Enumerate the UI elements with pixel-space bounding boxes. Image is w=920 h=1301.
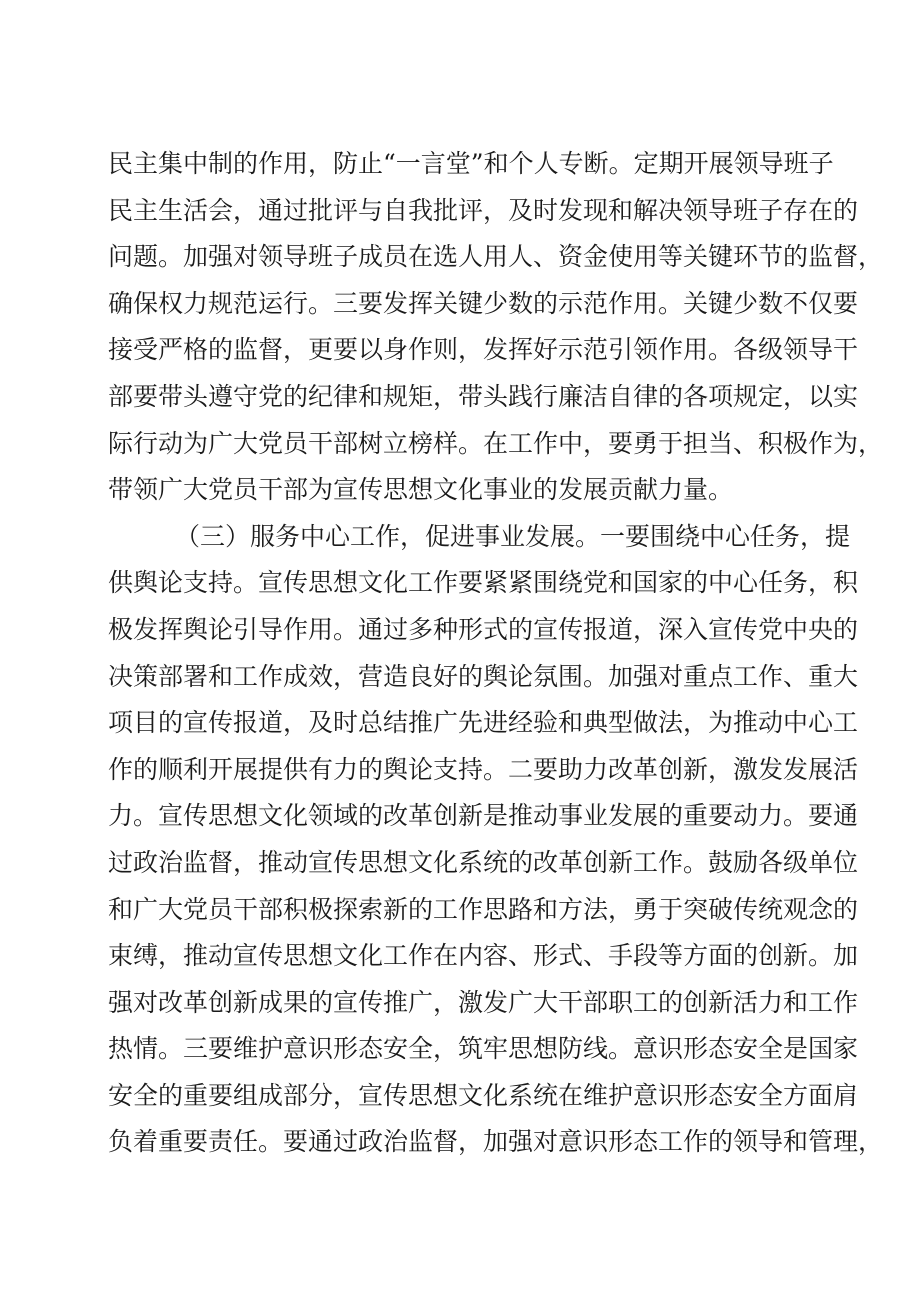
text-line: 部要带头遵守党的纪律和规矩，带头践行廉洁自律的各项规定，以实 [108,381,859,411]
text-line: 项目的宣传报道，及时总结推广先进经验和典型做法，为推动中心工 [108,708,859,738]
text-line: 负着重要责任。要通过政治监督，加强对意识形态工作的领导和管理， [108,1127,884,1157]
text-line: 极发挥舆论引导作用。通过多种形式的宣传报道，深入宣传党中央的 [108,614,859,644]
text-line: 接受严格的监督，更要以身作则，发挥好示范引领作用。各级领导干 [108,335,859,365]
text-line: 作的顺利开展提供有力的舆论支持。二要助力改革创新，激发发展活 [108,754,859,784]
text-line: 热情。三要维护意识形态安全，筑牢思想防线。意识形态安全是国家 [108,1034,859,1064]
text-line: 民主集中制的作用，防止“一言堂”和个人专断。定期开展领导班子 [108,149,834,178]
text-line: 确保权力规范运行。三要发挥关键少数的示范作用。关键少数不仅要 [108,288,859,318]
body-text [108,141,884,1166]
text-line: 过政治监督，推动宣传思想文化系统的改革创新工作。鼓励各级单位 [108,847,859,877]
text-line: 强对改革创新成果的宣传推广，激发广大干部职工的创新活力和工作 [108,987,859,1017]
text-line: 和广大党员干部积极探索新的工作思路和方法，勇于突破传统观念的 [108,894,859,924]
text-line: 决策部署和工作成效，营造良好的舆论氛围。加强对重点工作、重大 [108,661,859,691]
text-line: 安全的重要组成部分，宣传思想文化系统在维护意识形态安全方面肩 [108,1080,859,1110]
section-heading-line: （三）服务中心工作，促进事业发展。一要围绕中心任务，提 [175,521,851,551]
text-line: 供舆论支持。宣传思想文化工作要紧紧围绕党和国家的中心任务，积 [108,568,859,598]
text-line: 力。宣传思想文化领域的改革创新是推动事业发展的重要动力。要通 [108,801,859,831]
text-line: 问题。加强对领导班子成员在选人用人、资金使用等关键环节的监督， [108,242,884,272]
text-line: 束缚，推动宣传思想文化工作在内容、形式、手段等方面的创新。加 [108,941,859,971]
text-line: 民主生活会，通过批评与自我批评，及时发现和解决领导班子存在的 [108,195,859,225]
paragraph-last-line: 带领广大党员干部为宣传思想文化事业的发展贡献力量。 [108,475,734,505]
text-line: 际行动为广大党员干部树立榜样。在工作中，要勇于担当、积极作为， [108,428,884,458]
